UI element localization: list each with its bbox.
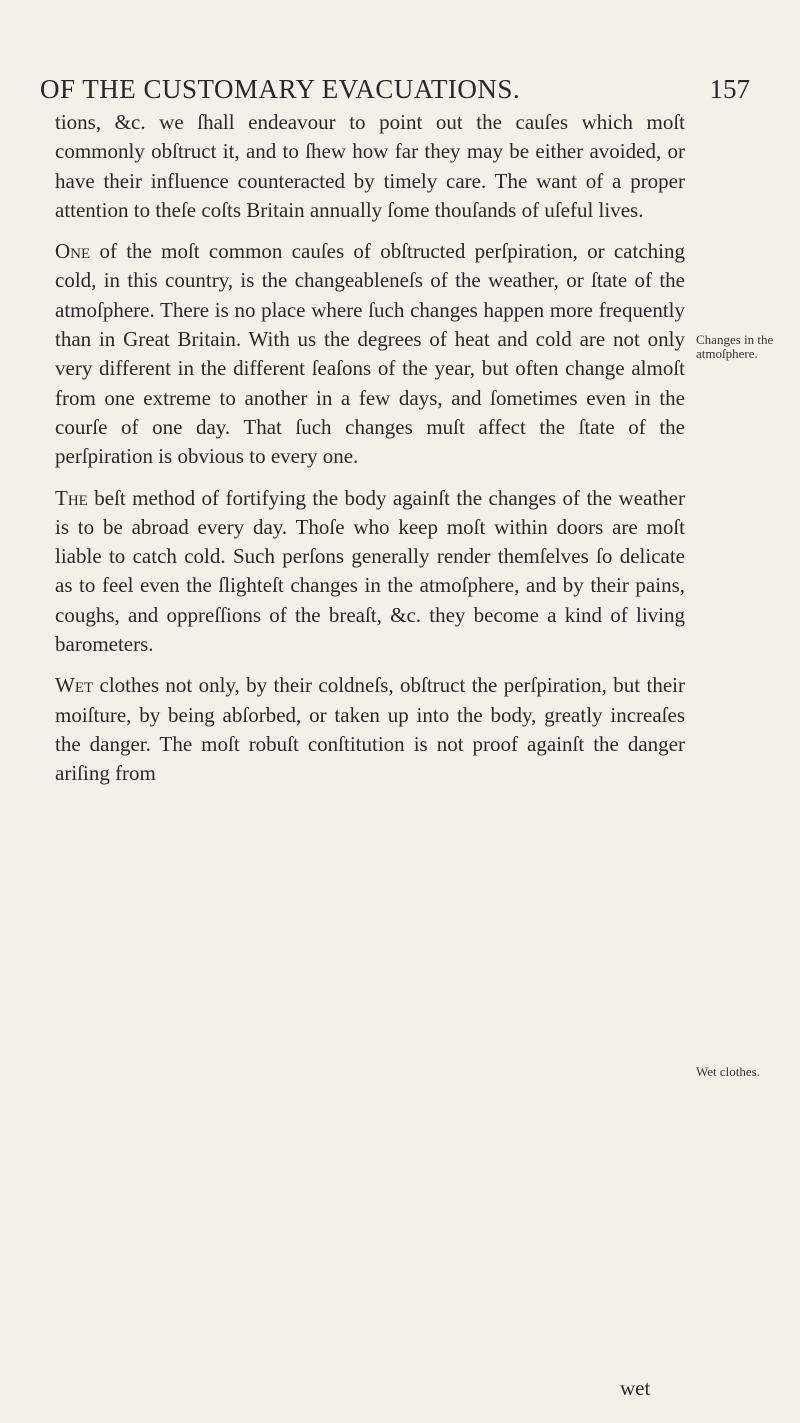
paragraph-text: beſt method of fortifying the body againſt the changes of the weather is to be abroad every day. Thoſe who keep moſt within doors are moſt liable to catch cold. Such perſons generally render themſelves ſo delicate as to feel even the ſlighteſt changes in the atmoſphere, and by their pains, coughs, and oppreſſions of the breaſt, &c. they become a kind of living barometers. <box>55 485 685 657</box>
margin-note-wet-clothes: Wet clothes. <box>696 1064 760 1079</box>
paragraph-text: clothes not only, by their coldneſs, obſtruct the perſpiration, but their moiſture, by being abſorbed, or taken up into the body, greatly increaſes the danger. The moſt robuſt conſtitution is not proof againſt the danger ariſing from <box>55 673 685 786</box>
paragraph-lead: One <box>55 239 91 264</box>
running-title: OF THE CUSTOMARY EVACUATIONS. <box>40 74 521 104</box>
page-number: 157 <box>709 74 750 104</box>
paragraph <box>55 671 685 788</box>
paragraph <box>55 237 685 471</box>
body-text <box>55 108 685 789</box>
paragraph-text: tions, &c. we ſhall endeavour to point out the cauſes which moſt commonly obſtruct it, and to ſhew how far they may be either avoided, or have their influence counteracted by timely care. The want of a proper attention to theſe coſts Britain annually ſome thouſands of uſeful lives. <box>55 110 685 222</box>
paragraph-lead: Wet <box>55 673 94 698</box>
paragraph-lead: The <box>55 485 88 510</box>
paragraph <box>55 484 685 660</box>
paragraph-text: of the moſt common cauſes of obſtructed perſpiration, or catching cold, in this country, is the changeableneſs of the weather, or ſtate of the atmoſphere. There is no place where ſuch changes happen more frequently than in Great Britain. With us the degrees of heat and cold are not only very different in the different ſeaſons of the year, but often change almoſt from one extreme to another in a few days, and ſometimes even in the courſe of one day. That ſuch changes muſt affect the ſtate of the perſpiration is obvious to every one. <box>55 239 685 469</box>
margin-note-atmosphere: Changes in the atmoſphere. <box>696 332 774 361</box>
paragraph <box>55 108 685 225</box>
running-header <box>40 74 750 105</box>
catchword: wet <box>620 1376 651 1400</box>
